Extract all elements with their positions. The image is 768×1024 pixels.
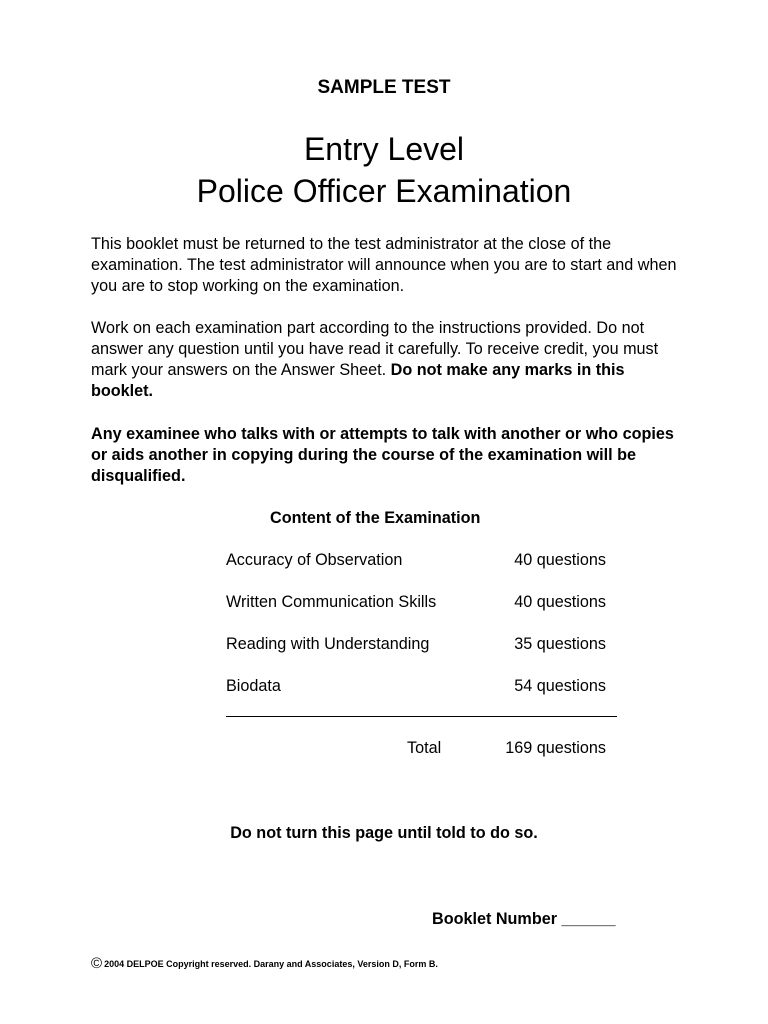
copyright-line [91,955,438,972]
content-row-count: 40 questions [514,593,606,611]
sample-test-label: SAMPLE TEST [317,77,451,98]
total-divider-line [226,716,617,717]
page-title-line-2: Police Officer Examination [196,173,572,209]
content-row-name: Biodata [226,677,281,695]
content-row-count: 35 questions [514,635,606,653]
booklet-number-field: Booklet Number ______ [432,910,616,928]
content-heading: Content of the Examination [270,509,481,527]
instructions-paragraph-2 [91,318,679,402]
total-label: Total [407,739,442,757]
disqualification-warning: Any examinee who talks with or attempts to talk with another or who copies or aids another in copying during the course of the examination will be disqualified. [91,425,674,485]
copyright-icon: © [91,955,103,972]
content-row-name: Reading with Understanding [226,635,430,653]
content-row-name: Accuracy of Observation [226,551,403,569]
page-title-line-1: Entry Level [303,131,465,167]
no-marks-warning: Do not make any marks in this booklet. [91,361,625,400]
content-row-count: 40 questions [514,551,606,569]
total-count: 169 questions [505,739,606,757]
instructions-paragraph-1: This booklet must be returned to the test administrator at the close of the examination. The test administrator will announce when you are to start and when you are to stop working on the examination. [91,235,677,295]
do-not-turn-notice: Do not turn this page until told to do so. [230,824,538,842]
instructions-paragraph-2-text: Work on each examination part according to the instructions provided. Do not answer any question until you have read it carefully. To receive credit, you must mark your answers on the Answer Sheet. [91,319,659,379]
copyright-text: 2004 DELPOE Copyright reserved. Darany and Associates, Version D, Form B. [104,959,438,969]
content-row-count: 54 questions [514,677,606,695]
content-row-name: Written Communication Skills [226,593,437,611]
